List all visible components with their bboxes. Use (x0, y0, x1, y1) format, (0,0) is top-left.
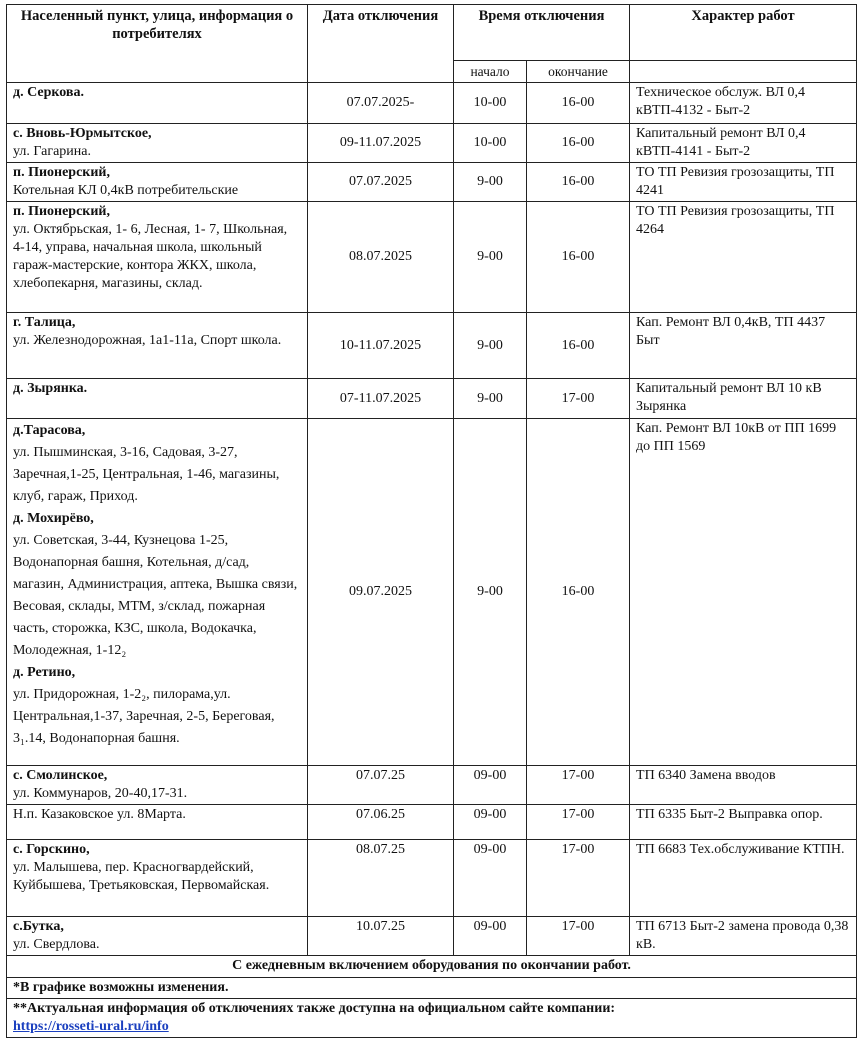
table-row (7, 840, 857, 917)
settlement-name: с.Бутка, (13, 919, 64, 934)
start-time: 10-00 (454, 124, 527, 163)
footer-daily-note: С ежедневным включением оборудования по окончании работ. (7, 956, 857, 978)
end-time: 16-00 (527, 124, 630, 163)
location-cell (7, 805, 308, 840)
table-row (7, 917, 857, 956)
outage-date: 09.07.2025 (308, 419, 454, 766)
table-row (7, 202, 857, 313)
settlement-name: д. Ретино, (13, 665, 76, 680)
location-cell (7, 202, 308, 313)
settlement-name: д. Мохирёво, (13, 511, 94, 526)
table-row (7, 163, 857, 202)
outage-date: 08.07.25 (308, 840, 454, 917)
end-time: 17-00 (527, 766, 630, 805)
start-time: 09-00 (454, 766, 527, 805)
start-time: 9-00 (454, 313, 527, 379)
work-description: Капитальный ремонт ВЛ 10 кВ Зырянка (630, 379, 857, 419)
end-time: 16-00 (527, 163, 630, 202)
header-location: Населенный пункт, улица, информация о потребителях (7, 5, 308, 83)
address-text: ул. Гагарина. (13, 144, 91, 159)
address-text: ул. Пышминская, 3-16, Садовая, 3-27, Заречная,1-25, Центральная, 1-46, магазины, клуб, гараж, Приход. (13, 445, 280, 504)
header-work: Характер работ (630, 5, 857, 61)
table-row (7, 419, 857, 766)
outage-schedule-table (6, 4, 857, 1038)
outage-date: 08.07.2025 (308, 202, 454, 313)
location-cell (7, 419, 308, 766)
location-cell (7, 379, 308, 419)
location-cell (7, 163, 308, 202)
start-time: 09-00 (454, 805, 527, 840)
location-cell (7, 83, 308, 124)
outage-date: 10.07.25 (308, 917, 454, 956)
outage-date: 07.06.25 (308, 805, 454, 840)
work-description: ТП 6683 Тех.обслуживание КТПН. (630, 840, 857, 917)
end-time: 16-00 (527, 83, 630, 124)
settlement-name: с. Горскино, (13, 842, 90, 857)
address-text: ул. Октябрьская, 1- 6, Лесная, 1- 7, Школьная, 4-14, управа, начальная школа, школьный гараж-мастерские, контора ЖКХ, школа, хлебопекарня, магазины, склад. (13, 222, 288, 291)
end-time: 16-00 (527, 202, 630, 313)
outage-date: 09-11.07.2025 (308, 124, 454, 163)
table-row (7, 805, 857, 840)
settlement-name: д. Серкова. (13, 85, 84, 100)
work-description: Кап. Ремонт ВЛ 0,4кВ, ТП 4437 Быт (630, 313, 857, 379)
address-text: Н.п. Казаковское ул. 8Марта. (13, 807, 186, 822)
work-description: ТО ТП Ревизия грозозащиты, ТП 4241 (630, 163, 857, 202)
address-text: ул. Малышева, пер. Красногвардейский, Куйбышева, Третьяковская, Первомайская. (13, 860, 270, 893)
end-time: 17-00 (527, 379, 630, 419)
settlement-name: с. Смолинское, (13, 768, 108, 783)
address-text: ул. Коммунаров, 20-40,17-31. (13, 786, 188, 801)
address-text: ул. Железнодорожная, 1а1-11а, Спорт школа. (13, 333, 282, 348)
footer-info-text: **Актуальная информация об отключениях также доступна на официальном сайте компании: (13, 1001, 616, 1016)
footer-changes-note: *В графике возможны изменения. (7, 978, 857, 999)
settlement-name: п. Пионерский, (13, 165, 111, 180)
address-text: ул. Советская, 3-44, Кузнецова 1-25, Водонапорная башня, Котельная, д/сад, магазин, Администрация, аптека, Вышка связи, Весовая, склады, МТМ, з/склад, пожарная часть, сторожка, КЗС, школа, Водокачка, Молодежная, 1-12₂ (13, 533, 298, 658)
header-date: Дата отключения (308, 5, 454, 83)
location-cell (7, 124, 308, 163)
company-website-link[interactable]: https://rosseti-ural.ru/info (13, 1019, 169, 1034)
location-cell (7, 766, 308, 805)
start-time: 9-00 (454, 379, 527, 419)
start-time: 10-00 (454, 83, 527, 124)
table-row (7, 379, 857, 419)
outage-date: 07.07.2025- (308, 83, 454, 124)
work-description: ТП 6335 Быт-2 Выправка опор. (630, 805, 857, 840)
outage-date: 07.07.2025 (308, 163, 454, 202)
table-row (7, 766, 857, 805)
outage-date: 07.07.25 (308, 766, 454, 805)
end-time: 17-00 (527, 917, 630, 956)
location-cell (7, 917, 308, 956)
location-cell (7, 840, 308, 917)
address-text: ул. Придорожная, 1-2₂, пилорама,ул. Центральная,1-37, Заречная, 2-5, Береговая, 3₁.14, Водонапорная башня. (13, 687, 275, 746)
start-time: 09-00 (454, 840, 527, 917)
work-description: Капитальный ремонт ВЛ 0,4 кВТП-4141 - Быт-2 (630, 124, 857, 163)
work-description: ТП 6713 Быт-2 замена провода 0,38 кВ. (630, 917, 857, 956)
location-cell (7, 313, 308, 379)
header-start: начало (454, 61, 527, 83)
outage-date: 10-11.07.2025 (308, 313, 454, 379)
outage-date: 07-11.07.2025 (308, 379, 454, 419)
settlement-name: д.Тарасова, (13, 423, 86, 438)
start-time: 9-00 (454, 419, 527, 766)
header-work-empty (630, 61, 857, 83)
table-row (7, 124, 857, 163)
end-time: 16-00 (527, 313, 630, 379)
header-time: Время отключения (454, 5, 630, 61)
work-description: Техническое обслуж. ВЛ 0,4 кВТП-4132 - Быт-2 (630, 83, 857, 124)
end-time: 16-00 (527, 419, 630, 766)
table-row (7, 83, 857, 124)
address-text: ул. Свердлова. (13, 937, 100, 952)
footer-info-note (7, 999, 857, 1038)
work-description: ТП 6340 Замена вводов (630, 766, 857, 805)
table-row (7, 313, 857, 379)
work-description: ТО ТП Ревизия грозозащиты, ТП 4264 (630, 202, 857, 313)
settlement-name: п. Пионерский, (13, 204, 111, 219)
start-time: 9-00 (454, 163, 527, 202)
settlement-name: с. Вновь-Юрмытское, (13, 126, 152, 141)
header-end: окончание (527, 61, 630, 83)
end-time: 17-00 (527, 840, 630, 917)
start-time: 9-00 (454, 202, 527, 313)
settlement-name: г. Талица, (13, 315, 76, 330)
end-time: 17-00 (527, 805, 630, 840)
work-description: Кап. Ремонт ВЛ 10кВ от ПП 1699 до ПП 1569 (630, 419, 857, 766)
address-text: Котельная КЛ 0,4кВ потребительские (13, 183, 239, 198)
settlement-name: д. Зырянка. (13, 381, 88, 396)
start-time: 09-00 (454, 917, 527, 956)
